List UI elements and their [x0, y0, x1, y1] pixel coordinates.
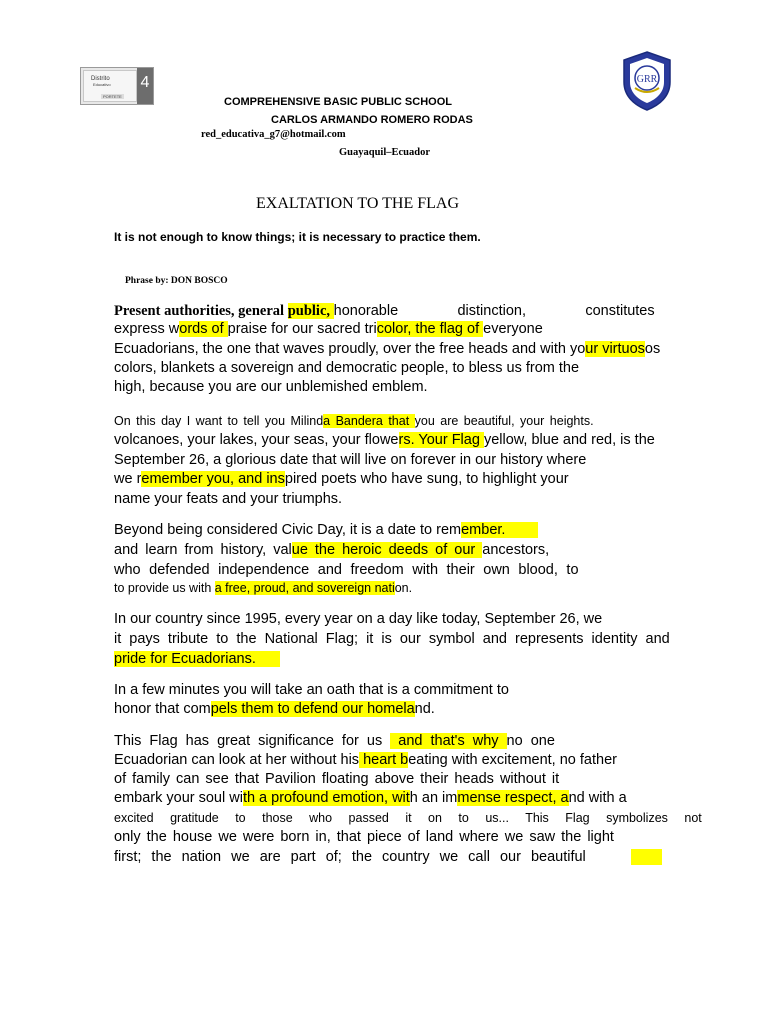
p3-line3: who defended independence and freedom with their own blood, to [114, 562, 579, 578]
p3-line4: to provide us with a free, proud, and sovereign nation. [114, 581, 413, 595]
p3-line1: Beyond being considered Civic Day, it is a date to remember. [114, 522, 538, 538]
document-title: EXALTATION TO THE FLAG [256, 195, 460, 212]
school-name-line2: CARLOS ARMANDO ROMERO RODAS [271, 114, 473, 126]
school-city: Guayaquil–Ecuador [339, 147, 431, 158]
p1-line2: express words of praise for our sacred tricolor, the flag of everyone [114, 321, 543, 337]
p1-line1: Present authorities, general public, honorable distinction, constitutes [114, 303, 655, 319]
p2-line1: On this day I want to tell you Milinda Bandera that you are beautiful, your heights. [114, 414, 594, 428]
p6-line6: only the house we were born in, that piece of land where we saw the light [114, 829, 614, 845]
district-logo-number: 4 [137, 68, 153, 104]
p3-line2: and learn from history, value the heroic deeds of our ancestors, [114, 542, 550, 558]
p2-line4: we remember you, and inspired poets who have sung, to highlight your [114, 471, 569, 487]
phrase-author: Phrase by: DON BOSCO [125, 276, 228, 286]
district-logo-sub: Educativo [93, 82, 111, 87]
p6-line1: This Flag has great significance for us and that's why no one [114, 733, 555, 749]
district-logo-label: Distrito [91, 76, 110, 82]
p4-line3: pride for Ecuadorians. [114, 651, 281, 667]
district-logo-foot: PORTETE [103, 94, 122, 99]
district-logo [80, 67, 154, 105]
p6-line7: first; the nation we are part of; the country we call our beautiful [114, 849, 586, 865]
school-email: red_educativa_g7@hotmail.com [201, 129, 346, 140]
p6-line4: embark your soul with a profound emotion, with an immense respect, and with a [114, 790, 627, 806]
p1-line4: colors, blankets a sovereign and democratic people, to bless us from the [114, 360, 580, 376]
school-name-line1: COMPREHENSIVE BASIC PUBLIC SCHOOL [224, 96, 452, 108]
quote-text: It is not enough to know things; it is necessary to practice them. [114, 230, 481, 244]
p4-line2: it pays tribute to the National Flag; it is our symbol and represents identity and [114, 631, 670, 647]
p5-line1: In a few minutes you will take an oath that is a commitment to [114, 682, 509, 698]
p4-line1: In our country since 1995, every year on a day like today, September 26, we [114, 611, 603, 627]
p2-line2: volcanoes, your lakes, your seas, your flowers. Your Flag yellow, blue and red, is the [114, 432, 655, 448]
p1-line3: Ecuadorians, the one that waves proudly, over the free heads and with your virtuosos [114, 341, 661, 357]
p2-line3: September 26, a glorious date that will live on forever in our history where [114, 452, 587, 468]
school-shield-logo [620, 50, 674, 112]
p1-line5: high, because you are our unblemished emblem. [114, 379, 428, 395]
p6-line3: of family can see that Pavilion floating above their heads without it [114, 771, 560, 787]
p6-line5: excited gratitude to those who passed it on to us... This Flag symbolizes not [114, 811, 702, 825]
p6-line2: Ecuadorian can look at her without his heart beating with excitement, no father [114, 752, 617, 768]
shield-logo-text: GRR [636, 74, 658, 85]
p2-line5: name your feats and your triumphs. [114, 491, 343, 507]
p5-line2: honor that compels them to defend our homeland. [114, 701, 435, 717]
highlight-mark [631, 849, 662, 865]
